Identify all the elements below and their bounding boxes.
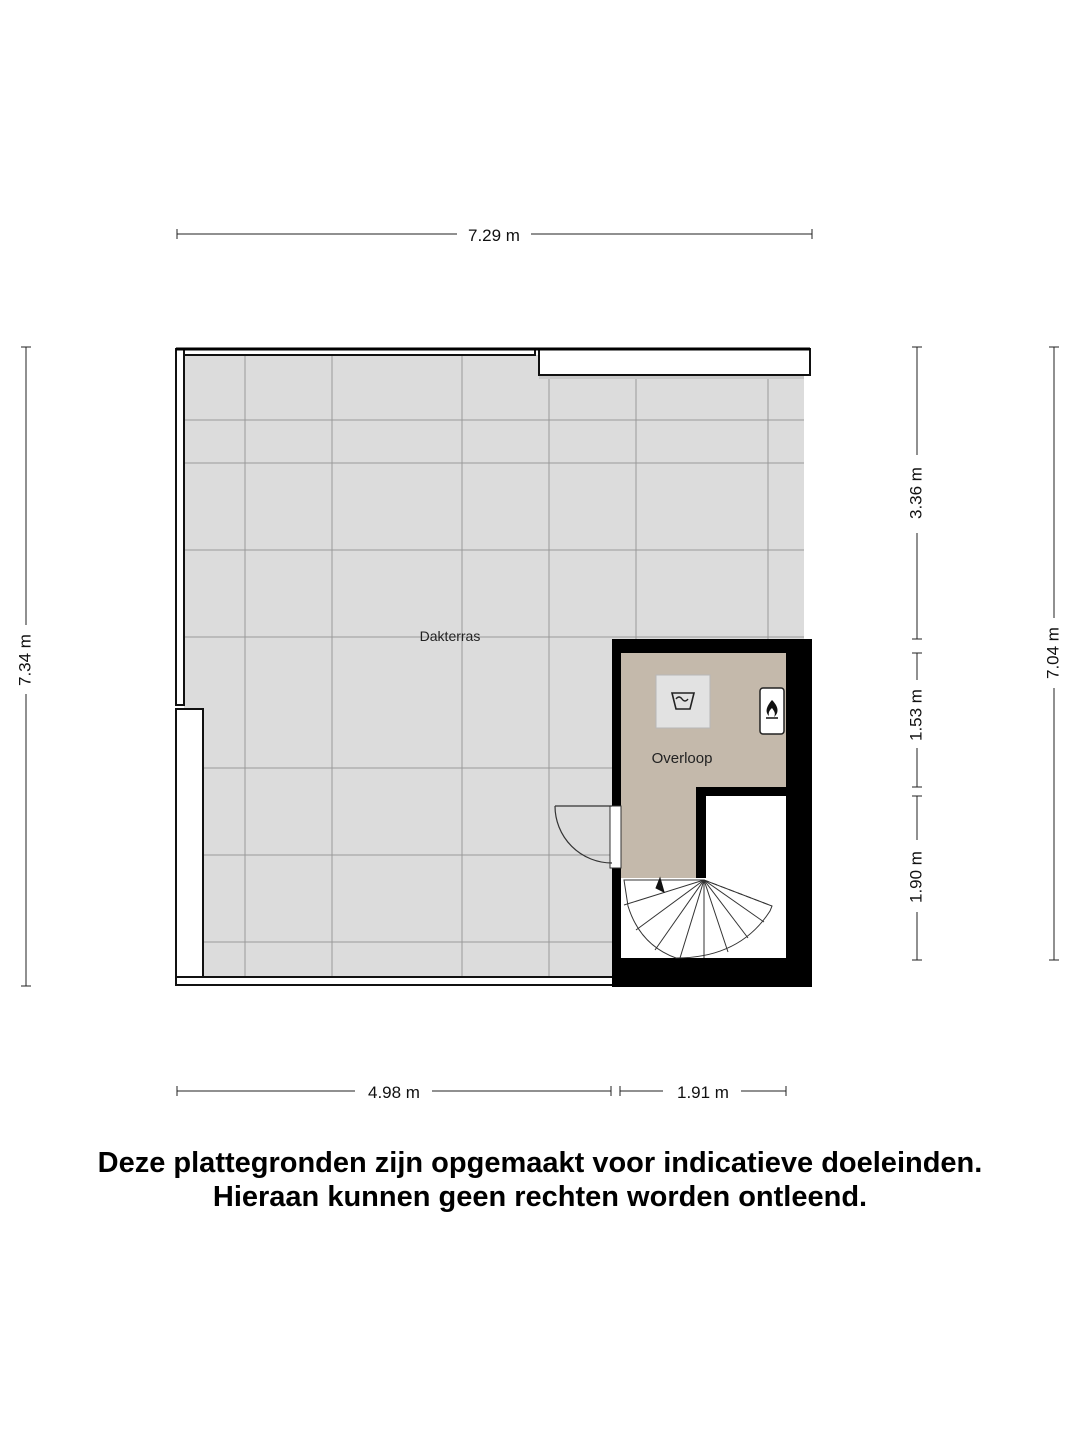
boiler-icon [760, 688, 784, 734]
disclaimer-line-1: Deze plattegronden zijn opgemaakt voor indicatieve doeleinden. [97, 1147, 983, 1179]
terrace-label: Dakterras [419, 628, 481, 644]
washing-machine-icon [656, 675, 710, 728]
dimension-bottom-right-label: 1.91 m [677, 1083, 729, 1100]
dimension-right-total-label: 7.04 m [1043, 627, 1063, 679]
dimension-right-upper-label: 3.36 m [906, 467, 926, 519]
dimension-left-label: 7.34 m [15, 634, 35, 686]
landing-label: Overloop [651, 750, 713, 767]
disclaimer-line-2: Hieraan kunnen geen rechten worden ontleend. [212, 1181, 868, 1213]
dimension-top-label: 7.29 m [468, 226, 520, 245]
dimension-bottom-left-label: 4.98 m [368, 1083, 420, 1100]
dimension-right-middle-label: 1.53 m [906, 689, 926, 741]
dimension-right-lower-label: 1.90 m [906, 851, 926, 903]
